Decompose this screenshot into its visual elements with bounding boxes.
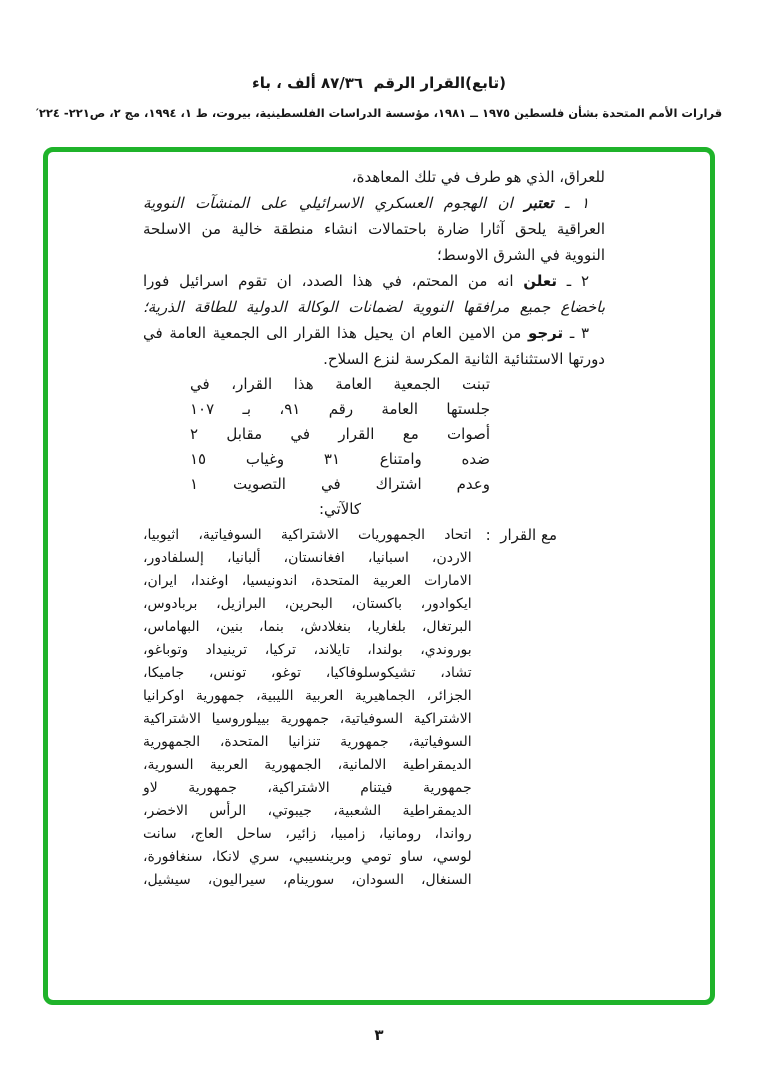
operative-verb: تعتبر bbox=[524, 194, 554, 212]
vote-list-label: مع القرار : bbox=[485, 526, 557, 544]
country-list-line: الاردن، اسبانيا، افغانستان، ألبانيا، إلسلفادور، bbox=[143, 550, 472, 566]
document-content bbox=[48, 152, 710, 892]
paragraph-text: ان الهجوم العسكري الاسرائيلي على المنشآت النووية bbox=[143, 194, 525, 212]
country-list-line: البرتغال، بلغاريا، بنغلادش، بنما، بنين، البهاماس، bbox=[143, 619, 472, 635]
vote-summary-block bbox=[190, 372, 490, 522]
paragraph-text: ٣ ـ bbox=[563, 324, 589, 342]
vote-summary-line: كالآتي: bbox=[319, 500, 361, 518]
operative-verb: تعلن bbox=[523, 272, 557, 290]
resolution-paragraphs bbox=[143, 164, 605, 372]
paragraph-text: دورتها الاستثنائية الثانية المكرسة لنزع السلاح. bbox=[323, 350, 605, 368]
paragraph-line bbox=[143, 164, 605, 190]
paragraph-line bbox=[143, 242, 605, 268]
vote-summary-line: جلستها العامة رقم ٩١، بـ ١٠٧ bbox=[190, 400, 491, 418]
vote-summary-line: ضده وامتناع ٣١ وغياب ١٥ bbox=[190, 450, 490, 468]
country-list-line: اتحاد الجمهوريات الاشتراكية السوفياتية، اثيوبيا، bbox=[143, 527, 472, 543]
operative-verb: ترجو bbox=[527, 324, 564, 342]
vote-list-names bbox=[143, 524, 472, 892]
country-list-line: بوروندي، بولندا، تايلاند، تركيا، ترينيداد وتوباغو، bbox=[143, 642, 472, 658]
source-citation-line: قرارات الأمم المتحدة بشأن فلسطين ١٩٧٥ ــ ١٩٨١، مؤسسة الدراسات الفلسطينية، بيروت، ط ١، ١٩٩٤، مج ٢، ص٢٢١- ٢٢٤′ bbox=[35, 106, 723, 120]
paragraph-text: باخضاع جميع مرافقها النووية لضمانات الوكالة الدولية للطاقة الذرية؛ bbox=[143, 298, 605, 316]
paragraph-line bbox=[143, 320, 605, 346]
country-list-line: الديمقراطية الشعبية، جيبوتي، الرأس الاخضر، bbox=[143, 803, 472, 819]
paragraph-text: العراقية يلحق آثارا ضارة باحتمالات انشاء منطقة خالية من الاسلحة bbox=[143, 220, 605, 238]
country-list-line: الجزائر، الجماهيرية العربية الليبية، جمهورية اوكرانيا bbox=[143, 688, 472, 704]
country-list-line: الامارات العربية المتحدة، اندونيسيا، اوغندا، ايران، bbox=[143, 573, 472, 589]
paragraph-line bbox=[143, 190, 605, 216]
paragraph-text: ٢ ـ bbox=[557, 272, 589, 290]
vote-summary-line: تبنت الجمعية العامة هذا القرار، في bbox=[190, 375, 490, 393]
paragraph-text: انه من المحتم، في هذا الصدد، ان تقوم اسرائيل فورا bbox=[143, 272, 524, 290]
country-list-line: ايكوادور، باكستان، البحرين، البرازيل، بربادوس، bbox=[143, 596, 472, 612]
paragraph-line bbox=[143, 216, 605, 242]
vote-list-row bbox=[143, 524, 557, 892]
paragraph-line bbox=[143, 268, 605, 294]
paragraph-text: من الامين العام ان يحيل هذا القرار الى الجمعية العامة في bbox=[143, 324, 528, 342]
country-list-line: تشاد، تشيكوسلوفاكيا، توغو، تونس، جاميكا، bbox=[143, 665, 472, 681]
vote-summary-line: وعدم اشتراك في التصويت ١ bbox=[190, 475, 490, 493]
paragraph-line bbox=[143, 294, 605, 320]
paragraph-text: للعراق، الذي هو طرف في تلك المعاهدة، bbox=[351, 168, 605, 186]
paragraph-text: النووية في الشرق الاوسط؛ bbox=[436, 246, 605, 264]
paragraph-line bbox=[143, 346, 605, 372]
page-number: ٣ bbox=[374, 1026, 384, 1044]
country-list-line: رواندا، رومانيا، زامبيا، زائير، ساحل العاج، سانت bbox=[143, 826, 472, 842]
country-list-line: الديمقراطية الالمانية، الجمهورية العربية السورية، bbox=[143, 757, 472, 773]
document-frame bbox=[43, 147, 715, 1005]
country-list-line: السوفياتية، جمهورية تنزانيا المتحدة، الجمهورية bbox=[143, 734, 472, 750]
country-list-line: لوسي، ساو تومي وبرينسيبي، سري لانكا، سنغافورة، bbox=[143, 849, 472, 865]
vote-summary-line: أصوات مع القرار في مقابل ٢ bbox=[190, 425, 490, 443]
page-title: (تابع)القرار الرقم ٨٧/٣٦ ألف ، باء bbox=[252, 74, 506, 92]
country-list-line: الاشتراكية السوفياتية، جمهورية بييلوروسيا الاشتراكية bbox=[143, 711, 472, 727]
country-list-line: جمهورية فيتنام الاشتراكية، جمهورية لاو bbox=[143, 780, 472, 796]
paragraph-text: ١ ـ bbox=[553, 194, 589, 212]
country-list-line: السنغال، السودان، سورينام، سيراليون، سيشيل، bbox=[143, 872, 472, 888]
